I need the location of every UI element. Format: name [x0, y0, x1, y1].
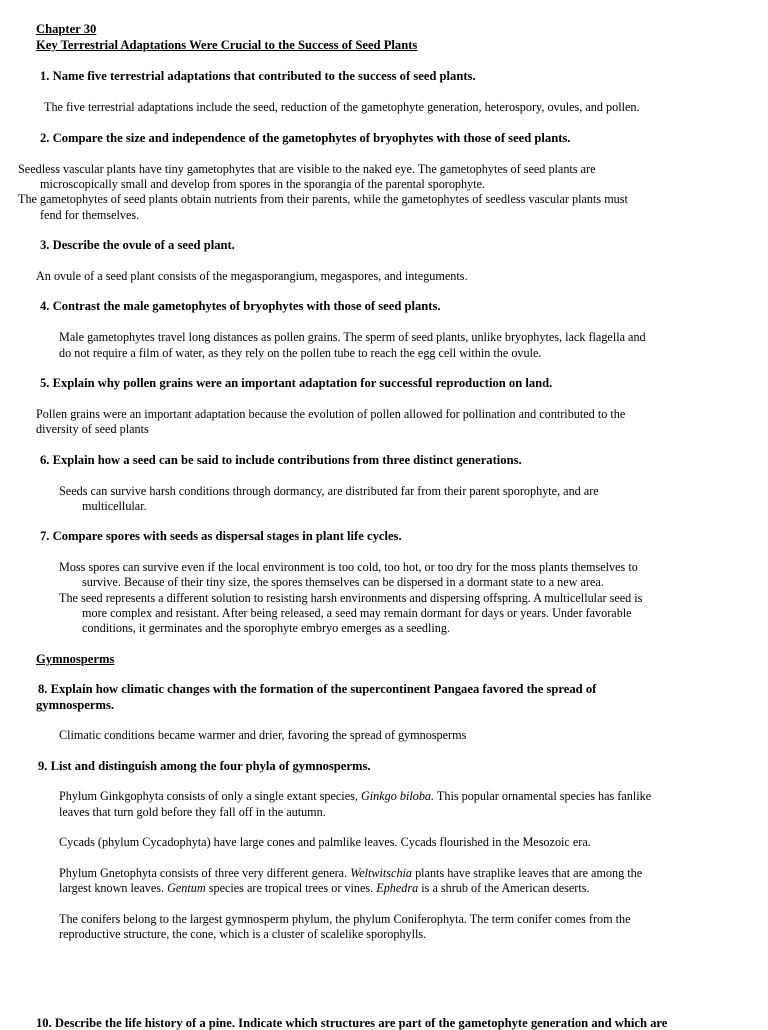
question-2: 2. Compare the size and independence of the gametophytes of bryophytes with those of seed plants.	[40, 131, 571, 145]
answer-8: Climatic conditions became warmer and drier, favoring the spread of gymnosperms	[59, 728, 467, 742]
gentum-genus: Gentum	[167, 881, 206, 895]
section-title: Key Terrestrial Adaptations Were Crucial to the Success of Seed Plants	[36, 38, 418, 52]
coniferophyta-line-2: reproductive structure, the cone, which is a cluster of scalelike sporophylls.	[59, 927, 427, 941]
question-10: 10. Describe the life history of a pine. Indicate which structures are part of the gametophyte generation and which are	[36, 1016, 668, 1030]
cycadophyta-text: Cycads (phylum Cycadophyta) have large cones and palmlike leaves. Cycads flourished in the Mesozoic era.	[59, 835, 591, 849]
question-1: 1. Name five terrestrial adaptations that contributed to the success of seed plants.	[40, 69, 476, 83]
answer-5-line-1: Pollen grains were an important adaptation because the evolution of pollen allowed for pollination and contributed to the	[36, 407, 626, 421]
coniferophyta-line-1: The conifers belong to the largest gymnosperm phylum, the phylum Coniferophyta. The term conifer comes from the	[59, 912, 631, 926]
question-9: 9. List and distinguish among the four phyla of gymnosperms.	[38, 759, 371, 773]
gnetophyta-line-2	[59, 881, 590, 895]
ginkgophyta-line-1	[59, 789, 651, 803]
ginkgophyta-text-b: This popular ornamental species has fanlike	[434, 789, 652, 803]
answer-7b-line-3: conditions, it germinates and the sporophyte embryo emerges as a seedling.	[82, 621, 451, 635]
question-4: 4. Contrast the male gametophytes of bryophytes with those of seed plants.	[40, 299, 441, 313]
gymnosperms-heading: Gymnosperms	[36, 652, 115, 666]
gnetophyta-line-1	[59, 866, 642, 880]
answer-6-line-2: multicellular.	[82, 499, 147, 513]
weltwitschia-genus: Weltwitschia	[350, 866, 413, 880]
answer-4-line-2: do not require a film of water, as they rely on the pollen tube to reach the egg cell within the ovule.	[59, 346, 542, 360]
gnetophyta-text-a: Phylum Gnetophyta consists of three very different genera.	[59, 866, 351, 880]
question-7: 7. Compare spores with seeds as dispersal stages in plant life cycles.	[40, 529, 402, 543]
answer-6-line-1: Seeds can survive harsh conditions through dormancy, are distributed far from their parent sporophyte, and are	[59, 484, 599, 498]
question-3: 3. Describe the ovule of a seed plant.	[40, 238, 235, 252]
ginkgophyta-text-a: Phylum Ginkgophyta consists of only a single extant species,	[59, 789, 361, 803]
question-8-line-2: gymnosperms.	[36, 698, 115, 712]
answer-3: An ovule of a seed plant consists of the megasporangium, megaspores, and integuments.	[36, 269, 468, 283]
ginkgophyta-line-2: leaves that turn gold before they fall off in the autumn.	[59, 805, 326, 819]
ginkgo-species-name: Ginkgo biloba.	[360, 789, 435, 803]
answer-2a-line-2: microscopically small and develop from spores in the sporangia of the parental sporophyte.	[40, 177, 486, 191]
ephedra-genus: Ephedra	[376, 881, 419, 895]
answer-5-line-2: diversity of seed plants	[36, 422, 149, 436]
gnetophyta-text-b: plants have straplike leaves that are among the	[412, 866, 643, 880]
answer-7b-line-1: The seed represents a different solution to resisting harsh environments and dispersing offspring. A multicellular seed is	[59, 591, 643, 605]
answer-4-line-1: Male gametophytes travel long distances as pollen grains. The sperm of seed plants, unlike bryophytes, lack flagella and	[59, 330, 646, 344]
gnetophyta-text-d: species are tropical trees or vines.	[205, 881, 377, 895]
chapter-heading: Chapter 30	[36, 22, 97, 36]
gnetophyta-text-e: is a shrub of the American deserts.	[418, 881, 590, 895]
answer-2b-line-1: The gametophytes of seed plants obtain nutrients from their parents, while the gametophytes of seedless vascular plants must	[18, 192, 628, 206]
question-5: 5. Explain why pollen grains were an important adaptation for successful reproduction on land.	[40, 376, 553, 390]
answer-7a-line-2: survive. Because of their tiny size, the spores themselves can be dispersed in a dormant state to a new area.	[82, 575, 604, 589]
answer-1: The five terrestrial adaptations include the seed, reduction of the gametophyte generation, heterospory, ovules, and pollen.	[44, 100, 640, 114]
question-8-line-1: 8. Explain how climatic changes with the formation of the supercontinent Pangaea favored the spread of	[38, 682, 597, 696]
gnetophyta-text-c: largest known leaves.	[59, 881, 168, 895]
question-6: 6. Explain how a seed can be said to include contributions from three distinct generations.	[40, 453, 522, 467]
answer-7a-line-1: Moss spores can survive even if the local environment is too cold, too hot, or too dry for the moss plants themselves to	[59, 560, 638, 574]
answer-2a-line-1: Seedless vascular plants have tiny gametophytes that are visible to the naked eye. The gametophytes of seed plants are	[18, 162, 596, 176]
answer-2b-line-2: fend for themselves.	[40, 208, 140, 222]
answer-7b-line-2: more complex and resistant. After being released, a seed may remain dormant for days or years. Under favorable	[82, 606, 632, 620]
